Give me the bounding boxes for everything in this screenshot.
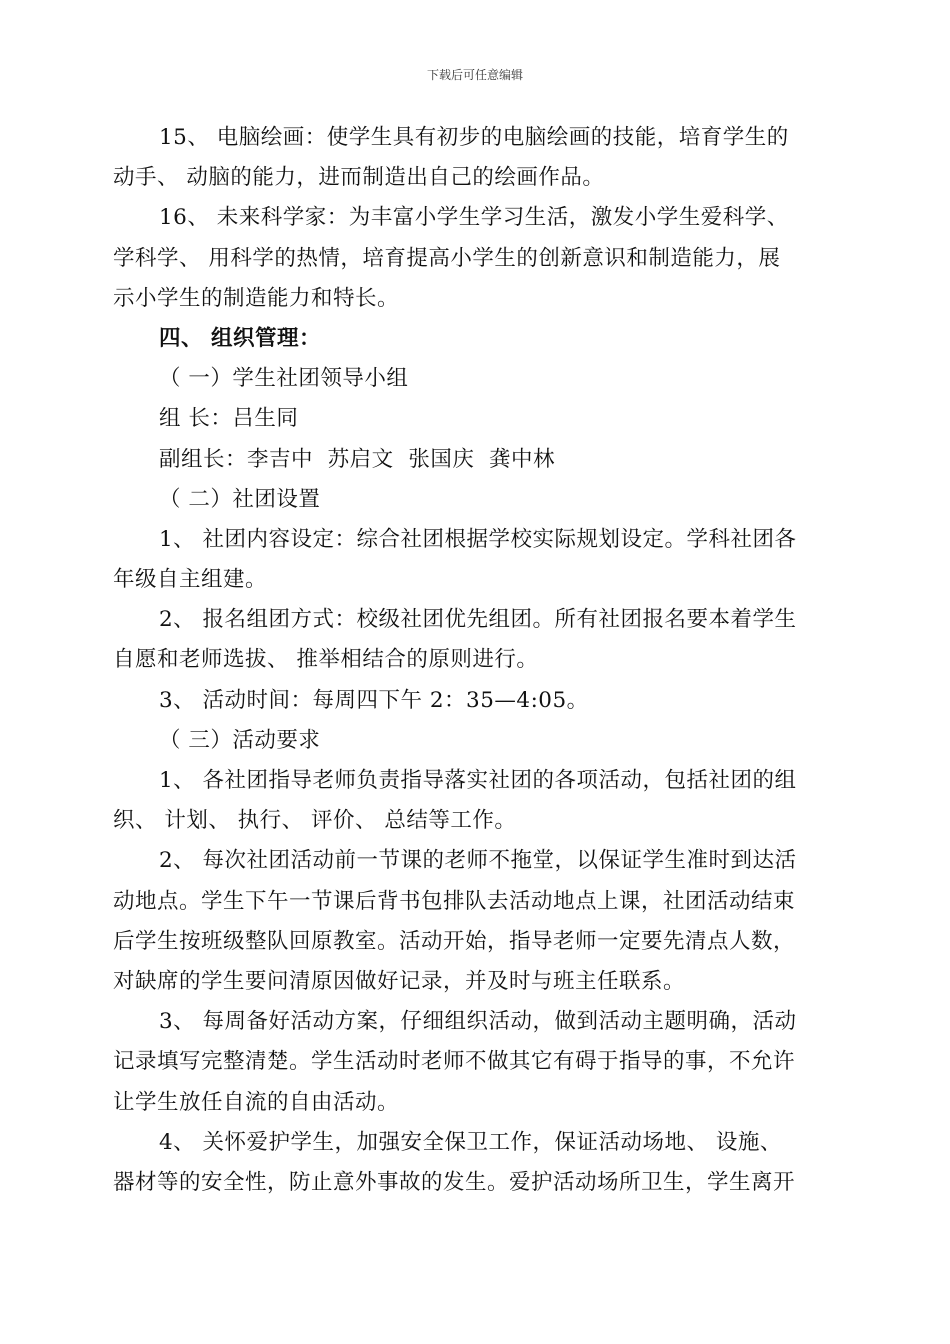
document-body bbox=[113, 118, 833, 1203]
text-line: 让学生放任自流的自由活动。 bbox=[113, 1089, 400, 1115]
text-line: （ 一）学生社团领导小组 bbox=[159, 366, 409, 392]
text-line: 学科学、 用科学的热情，培育提高小学生的创新意识和制造能力，展 bbox=[113, 245, 781, 271]
text-line: 2、 报名组团方式：校级社团优先组团。所有社团报名要本着学生 bbox=[159, 607, 797, 633]
text-line: 自愿和老师选拔、 推举相结合的原则进行。 bbox=[113, 647, 539, 673]
text-line: 后学生按班级整队回原教室。活动开始，指导老师一定要先清点人数， bbox=[113, 928, 796, 954]
text-line: 年级自主组建。 bbox=[113, 567, 268, 593]
text-line: 织、 计划、 执行、 评价、 总结等工作。 bbox=[113, 808, 517, 834]
page-header: 下载后可任意编辑 bbox=[426, 68, 523, 82]
section-heading: 四、 组织管理： bbox=[159, 325, 321, 351]
text-line: （ 三）活动要求 bbox=[159, 727, 321, 753]
text-line: 2、 每次社团活动前一节课的老师不拖堂，以保证学生准时到达活 bbox=[159, 848, 797, 874]
text-line: 副组长：李吉中 苏启文 张国庆 龚中林 bbox=[159, 446, 556, 472]
text-line: 15、 电脑绘画：使学生具有初步的电脑绘画的技能，培育学生的 bbox=[159, 125, 789, 150]
text-line: 16、 未来科学家：为丰富小学生学习生活，激发小学生爱科学、 bbox=[159, 205, 789, 231]
text-line: 3、 每周备好活动方案，仔细组织活动，做到活动主题明确，活动 bbox=[159, 1009, 797, 1035]
text-line: 记录填写完整清楚。学生活动时老师不做其它有碍于指导的事，不允许 bbox=[113, 1049, 796, 1075]
text-line: 1、 各社团指导老师负责指导落实社团的各项活动，包括社团的组 bbox=[159, 768, 797, 793]
text-line: （ 二）社团设置 bbox=[159, 486, 321, 512]
text-line: 示小学生的制造能力和特长。 bbox=[113, 285, 400, 311]
text-line: 器材等的安全性，防止意外事故的发生。爱护活动场所卫生，学生离开 bbox=[113, 1169, 796, 1195]
text-line: 4、 关怀爱护学生，加强安全保卫工作，保证活动场地、 设施、 bbox=[159, 1129, 782, 1155]
text-line: 1、 社团内容设定：综合社团根据学校实际规划设定。学科社团各 bbox=[159, 526, 797, 552]
text-line: 3、 活动时间：每周四下午 2：35—4:05。 bbox=[159, 687, 589, 713]
text-line: 对缺席的学生要问清原因做好记录，并及时与班主任联系。 bbox=[113, 968, 686, 994]
text-line: 组 长：吕生同 bbox=[159, 406, 299, 432]
text-line: 动手、 动脑的能力，进而制造出自己的绘画作品。 bbox=[113, 165, 605, 191]
text-line: 动地点。学生下午一节课后背书包排队去活动地点上课，社团活动结束 bbox=[113, 888, 796, 914]
